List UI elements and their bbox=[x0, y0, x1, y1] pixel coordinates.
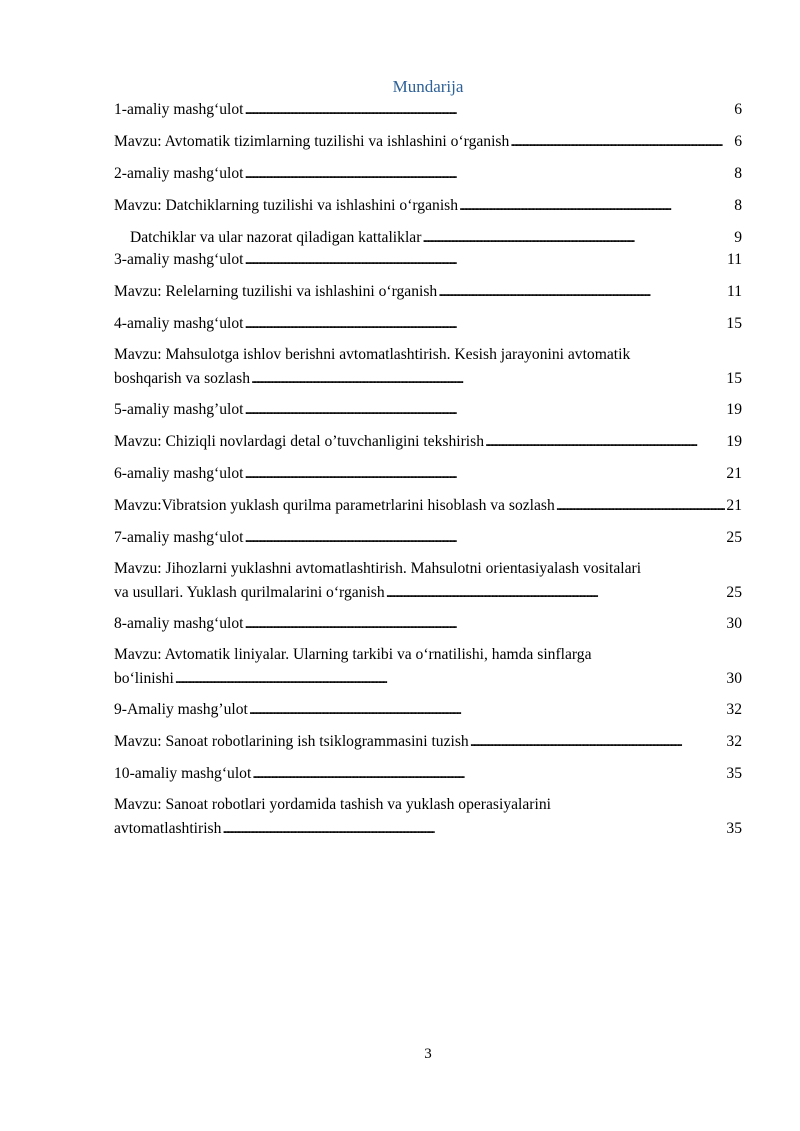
toc-entry-page: 21 bbox=[726, 497, 742, 514]
toc-leader-dots bbox=[422, 227, 733, 248]
toc-entry-first-line: Mavzu: Jihozlarni yuklashni avtomatlashtirish. Mahsulotni orientasiyalash vositalari bbox=[114, 560, 642, 577]
toc-entry-text: avtomatlashtirish bbox=[114, 820, 222, 837]
toc-leader-dots bbox=[556, 495, 726, 516]
toc-entry-text: va usullari. Yuklash qurilmalarini o‘rganish bbox=[114, 584, 385, 601]
toc-entry[interactable] bbox=[114, 131, 742, 152]
toc-entry[interactable] bbox=[114, 281, 742, 302]
toc-entry-page: 19 bbox=[726, 433, 742, 450]
toc-entry[interactable] bbox=[114, 99, 742, 120]
toc-entry-text: 8-amaliy mashg‘ulot bbox=[114, 615, 244, 632]
toc-entry-last-line bbox=[114, 368, 742, 389]
toc-leader-dots bbox=[245, 527, 726, 548]
toc-entry-text: Mavzu: Sanoat robotlarining ish tsiklogrammasini tuzish bbox=[114, 733, 469, 750]
toc-entry[interactable] bbox=[114, 313, 742, 334]
toc-entry-page: 30 bbox=[726, 670, 742, 687]
toc-entry-text: Mavzu: Datchiklarning tuzilishi va ishlashini o‘rganish bbox=[114, 197, 459, 214]
toc-entry-multiline[interactable] bbox=[114, 644, 742, 689]
toc-leader-dots bbox=[245, 613, 726, 634]
toc-entry-page: 21 bbox=[726, 465, 742, 482]
toc-leader-dots bbox=[222, 818, 725, 839]
toc-title: Mundarija bbox=[392, 77, 464, 96]
toc-entry-text: bo‘linishi bbox=[114, 670, 174, 687]
toc-entry[interactable] bbox=[114, 495, 742, 516]
toc-entry[interactable] bbox=[114, 399, 742, 420]
toc-entry-page: 11 bbox=[726, 283, 742, 300]
toc-entry-page: 35 bbox=[726, 765, 742, 782]
toc-entry[interactable] bbox=[114, 527, 742, 548]
toc-entry-page: 8 bbox=[734, 197, 742, 214]
toc-entry-text: Mavzu: Avtomatik tizimlarning tuzilishi va ishlashini o‘rganish bbox=[114, 133, 510, 150]
toc-leader-dots bbox=[252, 763, 725, 784]
toc-entry-page: 25 bbox=[726, 529, 742, 546]
toc-entry-page: 6 bbox=[734, 133, 742, 150]
toc-entry[interactable] bbox=[114, 699, 742, 720]
toc-entry-page: 8 bbox=[734, 165, 742, 182]
toc-entry[interactable] bbox=[114, 249, 742, 270]
toc-subentry[interactable] bbox=[130, 227, 742, 248]
toc-entry-text: 2-amaliy mashg‘ulot bbox=[114, 165, 244, 182]
toc-entry-text: Mavzu: Chiziqli novlardagi detal o’tuvchanligini tekshirish bbox=[114, 433, 484, 450]
toc-entry-text: 9-Amaliy mashg’ulot bbox=[114, 701, 248, 718]
toc-entry-first-line: Mavzu: Mahsulotga ishlov berishni avtomatlashtirish. Kesish jarayonini avtomatik bbox=[114, 346, 631, 363]
toc-leader-dots bbox=[510, 131, 733, 152]
toc-entry[interactable] bbox=[114, 463, 742, 484]
toc-entry[interactable] bbox=[114, 163, 742, 184]
toc-leader-dots bbox=[245, 99, 734, 120]
toc-entry-page: 35 bbox=[726, 820, 742, 837]
toc-leader-dots bbox=[485, 431, 725, 452]
toc-entry-text: boshqarish va sozlash bbox=[114, 370, 250, 387]
toc-leader-dots bbox=[245, 249, 726, 270]
toc-entry-page: 9 bbox=[734, 229, 742, 246]
toc-entry-page: 32 bbox=[726, 701, 742, 718]
toc-leader-dots bbox=[245, 163, 734, 184]
toc-entry-last-line bbox=[114, 582, 742, 603]
toc-entry-page: 30 bbox=[726, 615, 742, 632]
toc-leader-dots bbox=[249, 699, 726, 720]
toc-entry-text: 1-amaliy mashg‘ulot bbox=[114, 101, 244, 118]
toc-entry-first-line: Mavzu: Sanoat robotlari yordamida tashish va yuklash operasiyalarini bbox=[114, 796, 551, 813]
toc-entry-multiline[interactable] bbox=[114, 794, 742, 839]
toc-entry-last-line bbox=[114, 818, 742, 839]
toc-leader-dots bbox=[245, 399, 726, 420]
toc-leader-dots bbox=[245, 313, 726, 334]
toc-entry-text: Mavzu:Vibratsion yuklash qurilma parametrlarini hisoblash va sozlash bbox=[114, 497, 555, 514]
toc-entry-text: Mavzu: Relelarning tuzilishi va ishlashini o‘rganish bbox=[114, 283, 438, 300]
toc-entry-page: 15 bbox=[726, 315, 742, 332]
toc-entry-page: 6 bbox=[734, 101, 742, 118]
toc-entry[interactable] bbox=[114, 195, 742, 216]
toc-entry-text: 3-amaliy mashg‘ulot bbox=[114, 251, 244, 268]
toc-entry-page: 19 bbox=[726, 401, 742, 418]
toc-entry[interactable] bbox=[114, 431, 742, 452]
toc-leader-dots bbox=[175, 668, 726, 689]
toc-entry-page: 25 bbox=[726, 584, 742, 601]
toc-entry-text: Datchiklar va ular nazorat qiladigan kattaliklar bbox=[130, 229, 422, 246]
toc-entry-page: 11 bbox=[726, 251, 742, 268]
toc-entry-last-line bbox=[114, 668, 742, 689]
toc-entry-page: 32 bbox=[726, 733, 742, 750]
toc-entry[interactable] bbox=[114, 731, 742, 752]
toc-leader-dots bbox=[470, 731, 726, 752]
toc-leader-dots bbox=[251, 368, 725, 389]
toc-entry-text: 7-amaliy mashg‘ulot bbox=[114, 529, 244, 546]
toc-leader-dots bbox=[245, 463, 726, 484]
toc-entry-first-line: Mavzu: Avtomatik liniyalar. Ularning tarkibi va o‘rnatilishi, hamda sinflarga bbox=[114, 646, 592, 663]
toc-leader-dots bbox=[459, 195, 733, 216]
toc-entry-text: 6-amaliy mashg‘ulot bbox=[114, 465, 244, 482]
toc-leader-dots bbox=[386, 582, 726, 603]
toc-entry-multiline[interactable] bbox=[114, 558, 742, 603]
toc-entry-text: 5-amaliy mashg’ulot bbox=[114, 401, 244, 418]
toc-entry-page: 15 bbox=[726, 370, 742, 387]
toc-entry[interactable] bbox=[114, 763, 742, 784]
toc-entry-multiline[interactable] bbox=[114, 344, 742, 389]
toc-entry[interactable] bbox=[114, 613, 742, 634]
toc-entry-text: 4-amaliy mashg‘ulot bbox=[114, 315, 244, 332]
toc-leader-dots bbox=[438, 281, 726, 302]
toc-entry-text: 10-amaliy mashg‘ulot bbox=[114, 765, 252, 782]
page-number: 3 bbox=[424, 1046, 432, 1062]
